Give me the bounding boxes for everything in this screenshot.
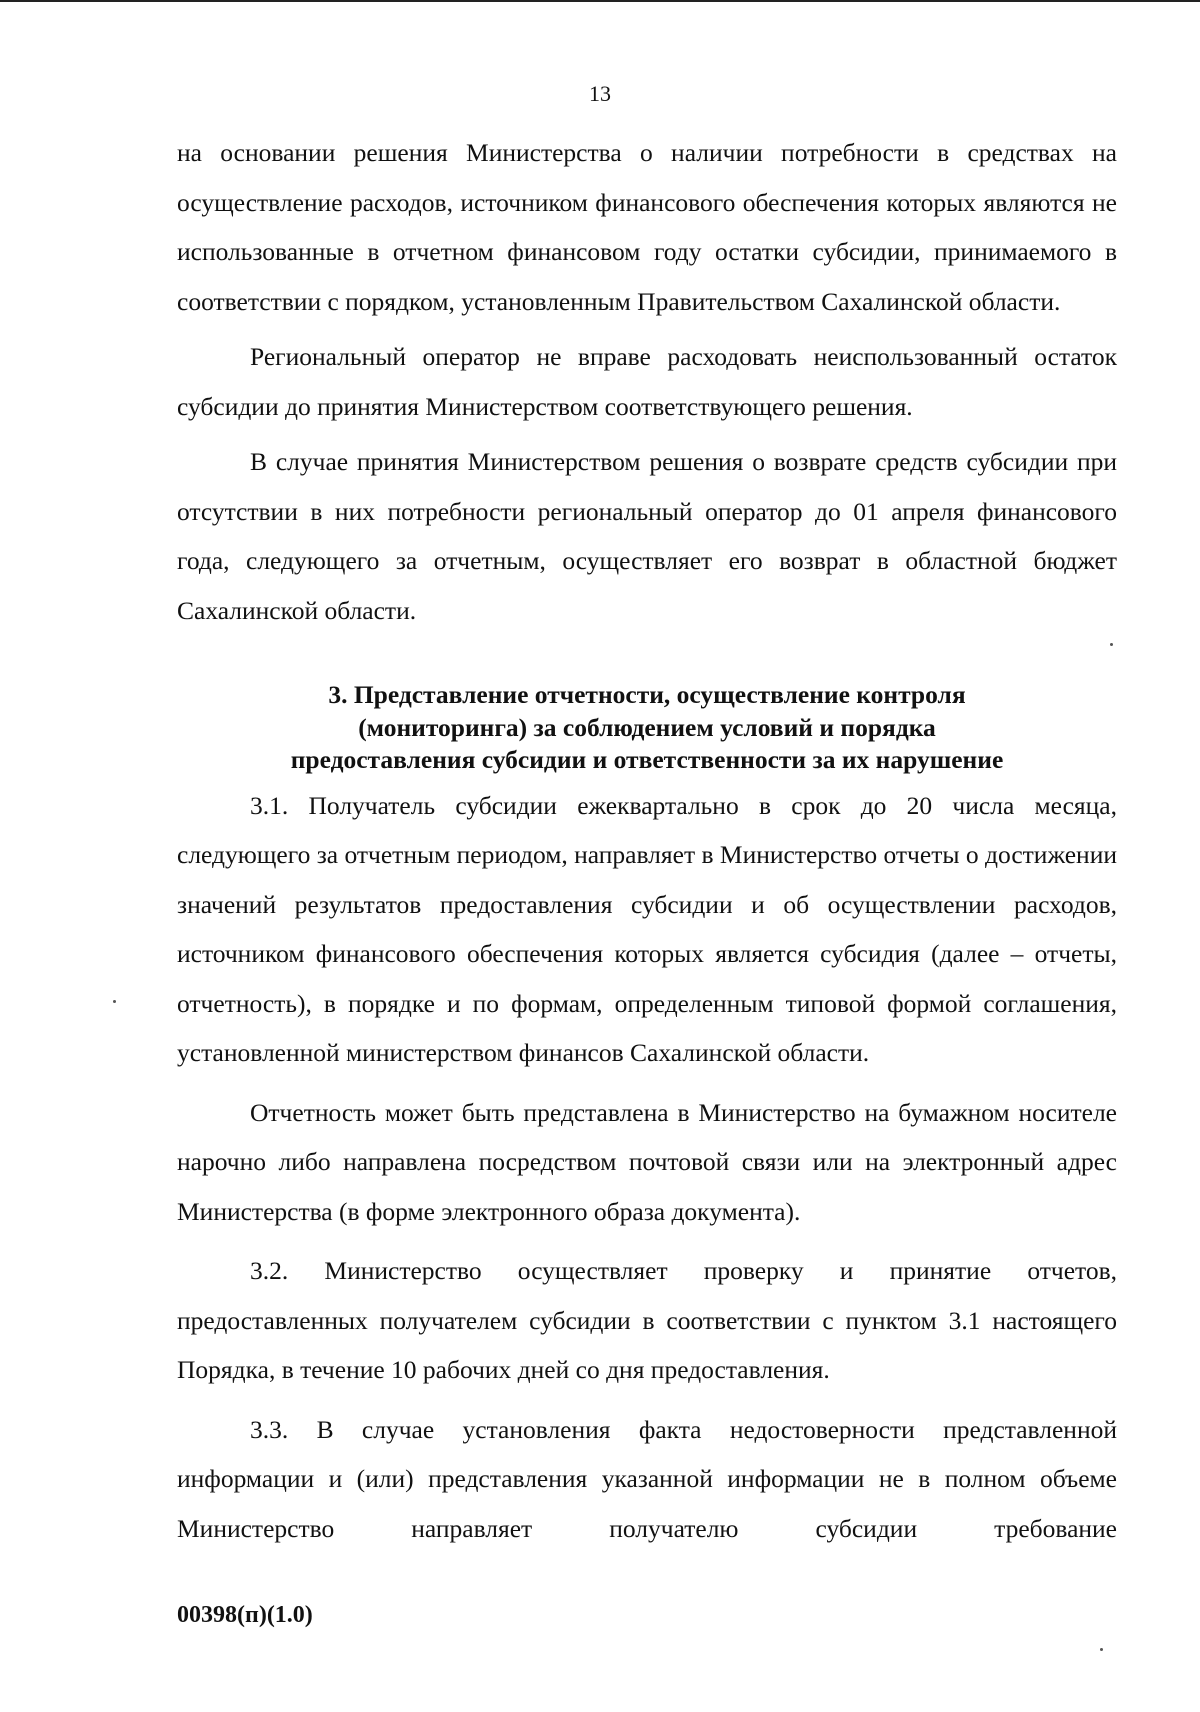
paragraph: 3.3. В случае установления факта недостоверности представленной информации и (или) представления указанной информации не в полном объеме Министерство направляет получателю субсидии требование [177,1414,1117,1543]
paragraph: 3.1. Получатель субсидии ежеквартально в срок до 20 числа месяца, следующего за отчетным периодом, направляет в Министерство отчеты о достижении значений результатов предоставления субсидии и об осуществлении расходов, источником финансового обеспечения которых является субсидия (далее – отчеты, отчетность), в порядке и по формам, определенным типовой формой соглашения, установленной министерством финансов Сахалинской области. [177,790,1117,1067]
section-heading [177,679,1117,777]
page-top-edge [0,0,1200,2]
section-title-line: 3. Представление отчетности, осуществление контроля [328,680,966,709]
scan-speck [1100,1648,1103,1651]
paragraph: Отчетность может быть представлена в Министерство на бумажном носителе нарочно либо направлена посредством почтовой связи или на электронный адрес Министерства (в форме электронного образа документа). [177,1097,1117,1226]
paragraph: на основании решения Министерства о наличии потребности в средствах на осуществление расходов, источником финансового обеспечения которых являются не использованные в отчетном финансовом году остатки субсидии, принимаемого в соответствии с порядком, установленным Правительством Сахалинской области. [177,138,1117,316]
section-title-line: предоставления субсидии и ответственности за их нарушение [290,745,1004,774]
document-code: 00398(п)(1.0) [177,1602,313,1628]
scan-speck [1110,643,1113,646]
page-number: 13 [589,81,611,106]
document-body [177,128,1117,1553]
paragraph: Региональный оператор не вправе расходовать неиспользованный остаток субсидии до принятия Министерством соответствующего решения. [177,342,1117,421]
section-title-line: (мониторинга) за соблюдением условий и порядка [358,712,936,742]
paragraph: 3.2. Министерство осуществляет проверку и принятие отчетов, предоставленных получателем субсидии в соответствии с пунктом 3.1 настоящего Порядка, в течение 10 рабочих дней со дня предоставления. [177,1256,1117,1384]
scan-speck [113,1000,116,1003]
paragraph: В случае принятия Министерством решения о возврате средств субсидии при отсутствии в них потребности региональный оператор до 01 апреля финансового года, следующего за отчетным, осуществляет его возврат в областной бюджет Сахалинской области. [177,447,1117,625]
